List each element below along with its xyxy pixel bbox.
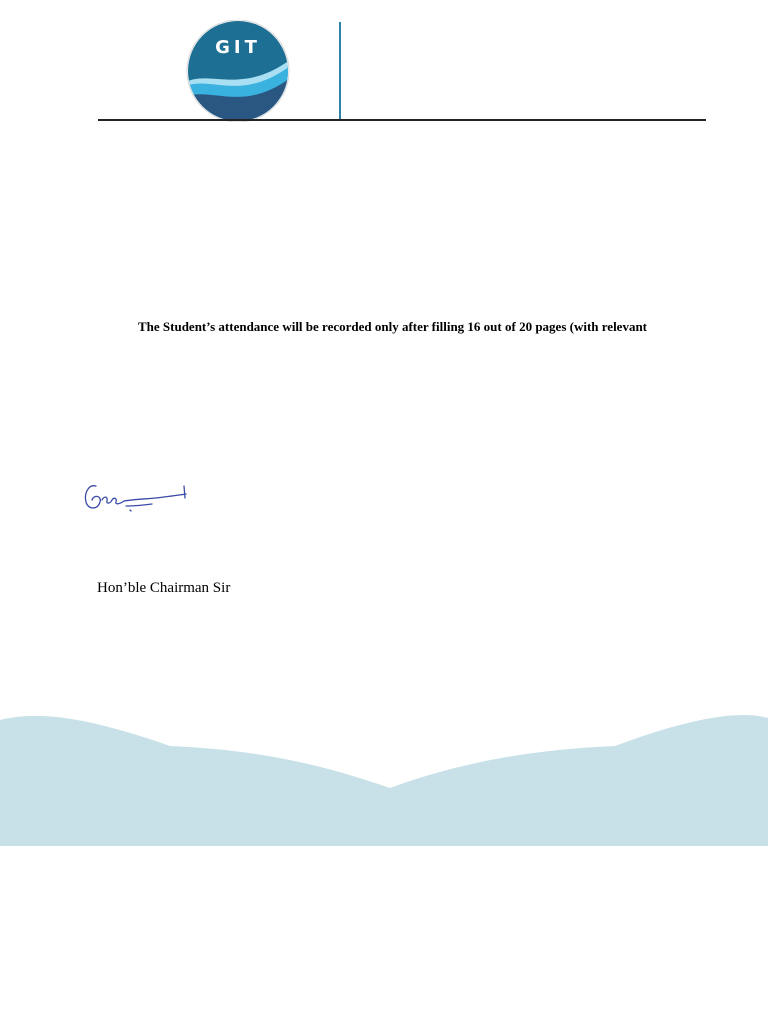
handwritten-signature: [80, 470, 190, 518]
footer-wave-decoration: [0, 700, 768, 846]
institute-logo: [186, 20, 290, 122]
signatory-name: Hon’ble Chairman Sir: [97, 580, 231, 596]
logo-text: GIT: [215, 37, 261, 58]
header-horizontal-rule: [98, 119, 706, 121]
attendance-notice: The Student’s attendance will be recorded only after filling 16 out of 20 pages (with relevant: [137, 319, 648, 334]
header-vertical-divider: [339, 22, 341, 120]
